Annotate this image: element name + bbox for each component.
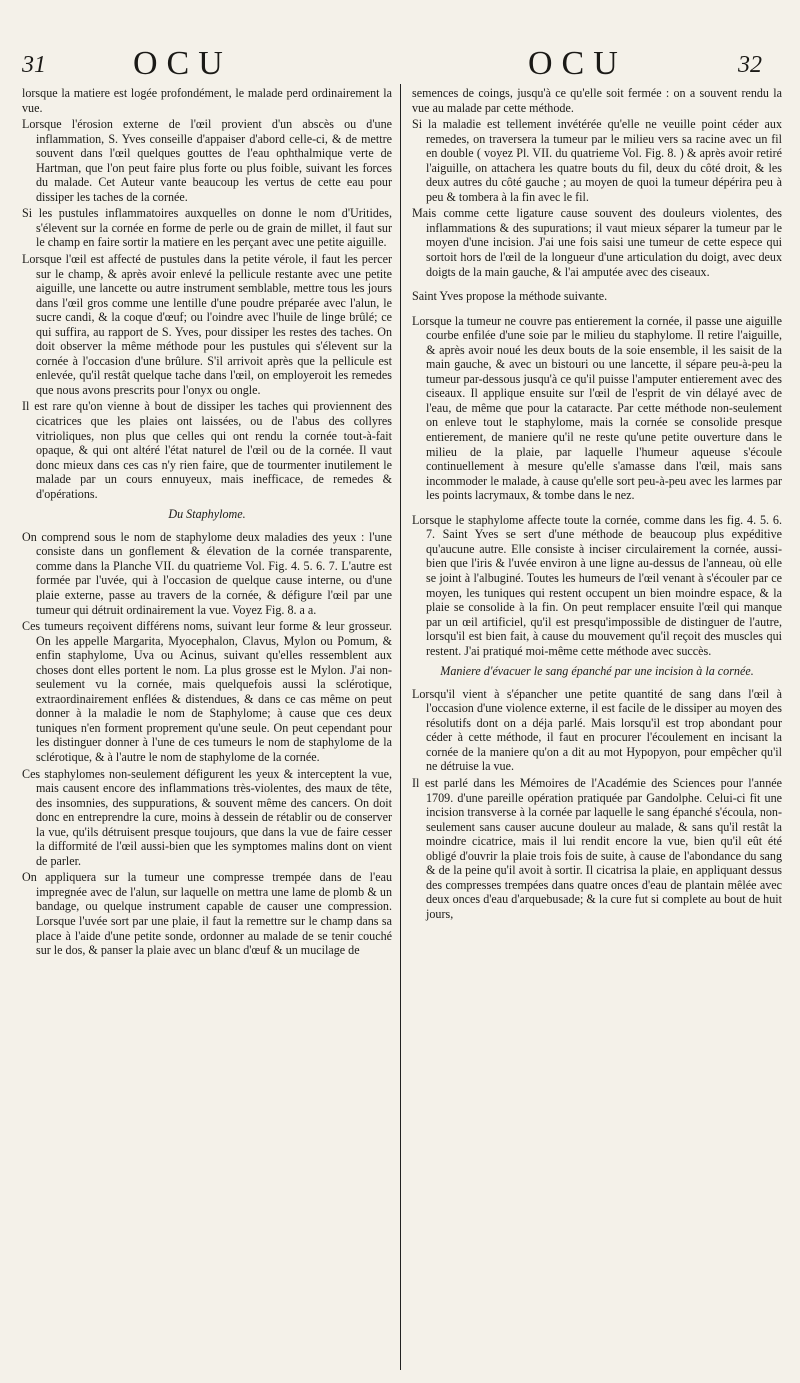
paragraph: Il est parlé dans les Mémoires de l'Académie des Sciences pour l'année 1709. d'une pareille opération pratiquée par Gandolphe. Celui-ci fit une incision transverse à la cornée par laquelle le sang épanché s'écoula, non-seulement sans causer aucune douleur au malade, & sans qu'il restât la moindre cicatrice, mais il lui rendit encore la vue, bien qu'il eût été obligé d'ouvrir la plaie trois fois de suite, à cause de l'abondance du sang & de la peine qu'il avoit à sortir. Il cicatrisa la plaie, en appliquant dessus des compresses trempées dans quatre onces d'eau de plantain mêlée avec deux onces d'eau d'arquebusade; & la cure fut si complete au bout de huit jours, <box>412 776 782 921</box>
paragraph: Saint Yves propose la méthode suivante. <box>412 289 608 304</box>
paragraph: Ces staphylomes non-seulement défigurent les yeux & interceptent la vue, mais causent encore des inflammations très-violentes, des maux de tête, des insomnies, des suppurations, & souvent même des cancers. On doit donc en entreprendre la cure, moins à dessein de rétablir ou de conserver la vue, qu'ils détruisent presque toujours, que dans la vue de faire cesser la difformité de l'œil aussi-bien que les symptomes malins dont on vient de parler. <box>22 766 392 868</box>
page-number-left: 31 <box>22 52 46 78</box>
right-column <box>412 86 782 923</box>
paragraph: Lorsque la tumeur ne couvre pas entierement la cornée, il passe une aiguille courbe enfilée d'une soie par le milieu du staphylome. Il retire l'aiguille, & après avoir noué les deux bouts de la soie ensemble, il les saisit de la main gauche, & avec un bistouri ou une lancette, il sépare peu-à-peu la tumeur par-dessous jusqu'à ce qu'il puisse l'amputer entierement avec des ciseaux. Il applique ensuite sur l'œil de l'esprit de vin délayé avec de l'eau, de même que pour la cataracte. Par cette méthode non-seulement on enleve tout le staphylome, mais la cornée se consolide presque entierement, de maniere qu'il ne reste qu'une petite ouverture dans le milieu de la plaie, par laquelle l'humeur aqueuse s'écoule continuellement à mesure qu'elle s'amasse dans l'œil, mais sans incommoder le malade, à cause qu'elle sort peu-à-peu avec les larmes par les points lacrymaux, & tombe dans le nez. <box>412 313 782 503</box>
section-heading: Du Staphylome. <box>168 507 246 522</box>
paragraph: Lorsque l'œil est affecté de pustules dans la petite vérole, il faut les percer sur le champ, & après avoir enlevé la pellicule restante avec une petite aiguille, une lancette ou autre instrument semblable, mettre tous les jours dans l'œil gros comme une lentille d'une poudre préparée avec l'alun, le sucre candi, & la coque d'œuf; ou l'oindre avec l'huile de linge brûlé; ce qui suffira, au rapport de S. Yves, pour dissiper les restes des taches. On doit observer la même méthode pour les pustules qui s'élevent sur la cornée à l'occasion d'une brûlure. S'il arrivoit après que la pellicule est enlevée, qu'il restât quelque tache dans l'œil, on employeroit les remedes que nous avons prescrits pour l'onyx ou ongle. <box>22 252 392 397</box>
left-column <box>22 86 392 960</box>
paragraph: Si la maladie est tellement invétérée qu'elle ne veuille point céder aux remedes, on traversera la tumeur par le milieu vers sa racine avec un fil en double ( voyez Pl. VII. du quatrieme Vol. Fig. 8. ) & après avoir retiré l'aiguille, on attachera les quatre bouts du fil, deux du côté droit, & les deux autres du côté gauche ; au moyen de quoi la tumeur dépérira peu à peu & tombera à la fin avec le fil. <box>412 117 782 204</box>
paragraph: Lorsque le staphylome affecte toute la cornée, comme dans les fig. 4. 5. 6. 7. Saint Yves se sert d'une méthode de beaucoup plus expéditive qu'aucune autre. Elle consiste à inciser circulairement la cornée, aussi-bien que l'iris & l'uvée environ à une ligne au-dessus de l'anneau, où elle se joint à l'albuginé. Toutes les humeurs de l'œil venant à s'écouler par ce moyen, les tuniques qui restent occupent un bien moindre espace, & la plaie se consolide à la fin. On peut remplacer ensuite l'œil qui manque par un œil artificiel, qu'il est presqu'impossible de distinguer de l'autre, lorsqu'il est bien fait, à cause du mouvement qu'il reçoit des muscles qui restent. J'ai pratiqué moi-même cette méthode avec succès. <box>412 512 782 658</box>
paragraph: Mais comme cette ligature cause souvent des douleurs violentes, des inflammations & des supurations; il vaut mieux séparer la tumeur par le moyen d'une incision. J'ai une fois saisi une tumeur de cette espece qui sortoit hors de l'œil de la longueur d'une articulation du doigt, avec deux doigts de la main gauche, & l'ai amputée avec des ciseaux. <box>412 206 782 279</box>
paragraph: Lorsqu'il vient à s'épancher une petite quantité de sang dans l'œil à l'occasion d'une violence externe, il est facile de le dissiper au moyen des résolutifs dont on a déja parlé. Mais lorsqu'il est trop abondant pour céder à cette méthode, il faut en procurer l'écoulement en incisant la cornée de la maniere qu'on a dit au mot Hypopyon, pour empêcher qu'il ne détruise la vue. <box>412 686 782 774</box>
running-head-right: OCU <box>528 45 627 82</box>
running-head-left: OCU <box>133 45 232 82</box>
paragraph: semences de coings, jusqu'à ce qu'elle soit fermée : on a souvent rendu la vue au malade par cette méthode. <box>412 86 782 115</box>
section-heading: Maniere d'évacuer le sang épanché par une incision à la cornée. <box>440 664 754 679</box>
paragraph: On comprend sous le nom de staphylome deux maladies des yeux : l'une consiste dans un gonflement & élevation de la cornée transparente, comme dans la Planche VII. du quatrieme Vol. Fig. 4. 5. 6. 7. L'autre est formée par l'uvée, qui à l'occasion de quelque cause interne, ou d'une plaie externe, passe au travers de la cornée, & défigure l'œil par une tumeur qui détruit ordinairement la vue. Voyez Fig. 8. a a. <box>22 529 392 617</box>
paragraph: Si les pustules inflammatoires auxquelles on donne le nom d'Uritides, s'élevent sur la cornée en forme de perle ou de grain de millet, il faut sur le champ en faire sortir la matiere en les perçant avec une petite aiguille. <box>22 206 392 250</box>
paragraph: Ces tumeurs reçoivent différens noms, suivant leur forme & leur grosseur. On les appelle Margarita, Myocephalon, Clavus, Mylon ou Pomum, & enfin staphylome, Uva ou Acinus, suivant qu'elles ressemblent aux choses dont elles portent le nom. La plus grosse est le Mylon. J'ai non-seulement vu la cornée, mais quelquefois aussi la sclérotique, extraordinairement enflées & distendues, & dans ce cas même on peut donner à la maladie le nom de Staphylome; à cause que ces deux tuniques n'en forment proprement qu'une seule. On peut cependant pour les distinguer donner à l'une de ces tumeurs le nom de staphylome de la sclérotique, & à l'autre le nom de staphylome de la cornée. <box>22 619 392 765</box>
paragraph: Lorsque l'érosion externe de l'œil provient d'un abscès ou d'une inflammation, S. Yves conseille d'appaiser d'abord celle-ci, & de mettre souvent dans l'œil quelques gouttes de l'eau ophthalmique verte de Hartman, que l'on peut faire plus forte ou plus foible, suivant les forces du malade. Cet Auteur vante beaucoup les vertus de cette eau pour dissiper les taches de la cornée. <box>22 117 392 204</box>
paragraph: lorsque la matiere est logée profondément, le malade perd ordinairement la vue. <box>22 86 392 115</box>
page-number-right: 32 <box>738 52 762 78</box>
column-divider <box>400 84 401 1370</box>
paragraph: On appliquera sur la tumeur une compresse trempée dans de l'eau impregnée avec de l'alun, sur laquelle on mettra une lame de plomb & un bandage, ou quelque instrument capable de causer une compression. Lorsque l'uvée sort par une plaie, il faut la remettre sur le champ dans sa place à l'aide d'une petite sonde, ordonner au malade de se tenir couché sur le dos, & panser la plaie avec un blanc d'œuf & un mucilage de <box>22 870 392 958</box>
paragraph: Il est rare qu'on vienne à bout de dissiper les taches qui proviennent des cicatrices que les plaies ont laissées, ou de l'abus des collyres vitrioliques, non plus que celles qui ont rendu la cornée tout-à-fait opaque, & qui ont altéré l'état naturel de l'œil ou de la cornée. Il vaut donc mieux dans ces cas n'y rien faire, que de tourmenter inutilement le malade par un cours ennuyeux, mais inefficace, de remedes & d'opérations. <box>22 399 392 501</box>
